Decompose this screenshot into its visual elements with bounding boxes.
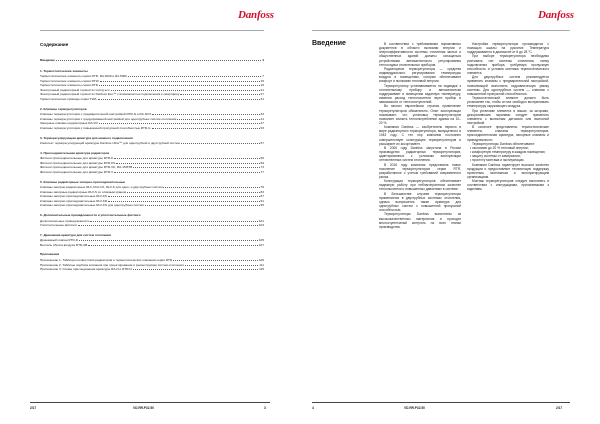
body-paragraph: Компания Danfoss гарантирует высокое качество продукции и предоставляет техническую поддержку проектным, монтажным и эксплуатирующим организациям.: [467, 162, 549, 179]
toc-entry[interactable]: [40, 243, 264, 247]
toc-entry-title: Клапаны терморегуляторов с повышенной пропускной способностью RTR-G: [40, 125, 151, 130]
toc-entry-title: Запорные клапаны радиаторные RA-DV: [40, 121, 98, 126]
toc-entry[interactable]: [40, 238, 264, 242]
toc-entry-title: Клапаны запорно-присоединительные RLV-KD: [40, 198, 108, 203]
toc-entry-title: Клапаны запорно-присоединительные RLV-KS: [40, 194, 107, 199]
toc-entry[interactable]: [40, 83, 264, 87]
toc-entry-title: Приложение 1. Таблица соответствия радиаторов и термостатических клапанов серии RTR: [40, 257, 173, 262]
toc-entry[interactable]: [40, 219, 264, 223]
body-paragraph: В 2006 году Danfoss запустила в России производство радиаторных терморегуляторов, адаптированных к условиям эксплуатации отечественных систем отопления.: [379, 145, 461, 163]
body-paragraph: Монтаж терморегуляторов следует выполнять в соответствии с инструкциями, прилагаемыми к изделиям.: [467, 179, 549, 192]
toc-page-number: 7: [262, 74, 264, 78]
introduction-title: Введение: [312, 40, 346, 47]
toc-section-heading[interactable]: [40, 233, 264, 237]
toc-page-number: 57: [260, 141, 264, 145]
toc-entry-title: Электронный радиаторный термостат Danfoss Eco™ с возможностью подключения к смартфону: [40, 92, 180, 97]
toc-dot-leader: [108, 194, 260, 197]
toc-entry[interactable]: [40, 161, 264, 165]
contents-title: Содержание: [40, 42, 69, 47]
toc-entry-title: 4. Присоединительная арматура радиаторов: [40, 150, 110, 155]
body-paragraph: • простоту монтажа и эксплуатации.: [470, 158, 525, 163]
toc-dot-leader: [114, 170, 259, 173]
toc-entry[interactable]: [40, 97, 264, 101]
toc-entry[interactable]: [40, 203, 264, 207]
toc-dot-leader: [114, 156, 259, 159]
intro-column-1: [379, 42, 461, 229]
body-paragraph: В большинстве случаев терморегуляторы применяются в двухтрубных системах отопления, однако выпускается также арматура для однотрубных систем с повышенной пропускной способностью.: [379, 191, 461, 213]
toc-page-number: 21: [260, 87, 264, 92]
toc-entry[interactable]: [40, 267, 264, 271]
body-paragraph: Терморегуляторы Danfoss выполнены из высококачественных материалов и проходят многоступенчатый контроль на всех этапах производства.: [379, 212, 461, 229]
toc-section-heading[interactable]: [40, 136, 264, 140]
body-paragraph: При выборе терморегулятора необходимо учитывать тип системы отопления, схему подключения прибора, требуемую пропускную способность и условия монтажа термостатического элемента.: [467, 54, 549, 76]
toc-entry[interactable]: [40, 185, 264, 189]
footer-divider: [30, 402, 270, 403]
body-paragraph: Настройка терморегулятора производится с помощью шкалы на рукоятке. Температура поддерживается в диапазоне от 6 до 28 °C.: [467, 42, 549, 55]
toc-entry-title: Термостатические элементы серии RTW: [40, 78, 99, 83]
toc-dot-leader: [145, 203, 260, 206]
toc-entry-title: Приложения: [40, 252, 60, 257]
body-paragraph: В соответствии с требованиями нормативных документов в области экономии энергии и энергоэффективности системы отопления жилых и общественных зданий должны оснащаться устройствами автоматического регулирования теплоотдачи отопительных приборов.: [379, 42, 461, 67]
toc-entry[interactable]: [40, 263, 264, 267]
toc-entry[interactable]: [40, 121, 264, 125]
toc-dot-leader: [180, 92, 259, 95]
toc-section-heading[interactable]: [40, 180, 264, 184]
toc-page-number: 111: [259, 262, 264, 267]
toc-section-heading[interactable]: [40, 151, 264, 155]
footer-page-number: 3: [264, 406, 266, 410]
body-paragraph: В 2016 году компания представила новое поколение терморегуляторов серии RTR, разработанное с учетом требований современного рынка.: [379, 162, 461, 179]
body-paragraph: • защиту системы от замерзания;: [470, 154, 521, 159]
toc-page-number: 103: [258, 223, 264, 228]
toc-dot-leader: [133, 267, 258, 270]
body-paragraph: Радиаторные терморегуляторы — средства индивидуального регулирования температуры воздуха в помещениях, которые обеспечивают комфорт и экономию тепловой энергии.: [379, 66, 461, 84]
toc-entry-title: Фитинги присоединительные для арматуры RTR-K: [40, 156, 114, 161]
body-paragraph: В каталоге представлены термостатические элементы, клапаны терморегуляторов, присоединительная арматура, запорные клапаны и принадлежности.: [467, 125, 549, 142]
toc-page-number: 65: [260, 156, 264, 161]
toc-dot-leader: [173, 258, 258, 261]
toc-page-number: 15: [260, 78, 264, 83]
body-paragraph: Во многих европейских странах применение терморегуляторов обязательно. Опыт эксплуатации показывает, что установка терморегуляторов позволяет снизить теплопотребление здания на 10–20 %.: [379, 104, 461, 125]
toc-entry-title: Клапаны запорно-радиаторные RLV, RLV-CX, RLV-K для одно- и двухтрубных систем: [40, 185, 163, 189]
toc-dot-leader: [98, 97, 260, 100]
footer-doc-code: VD.RR.P32.50: [404, 406, 425, 410]
toc-page-number: 47: [260, 121, 264, 126]
toc-dot-leader: [56, 58, 261, 61]
toc-section-heading[interactable]: [40, 69, 264, 73]
toc-page-number: 95: [260, 203, 264, 208]
toc-dot-leader: [108, 199, 259, 202]
body-paragraph: Для двухтрубных систем рекомендуется применять клапаны с предварительной настройкой, позволяющей выполнить гидравлическую увязку системы. Для однотрубных систем — клапаны с повышенной пропускной способностью.: [467, 75, 549, 96]
toc-entry-title: Комплект терморегулирующей арматуры Danfoss Ultra™ для однотрубной и двухтрубной систем: [40, 141, 180, 145]
footer-date: 2/17: [30, 406, 37, 410]
footer-date: 2/17: [556, 406, 563, 410]
toc-page-number: 91: [260, 198, 264, 203]
toc-entry-title: Фитинги присоединительные для арматуры RTR-KS: [40, 160, 116, 165]
toc-entry-title: 5. Клапаны радиаторные запорно-присоединительные: [40, 179, 126, 184]
toc-entry[interactable]: [40, 190, 264, 194]
toc-entry-title: 7. Дренажная арматура для систем отопления: [40, 232, 112, 237]
body-paragraph: Терморегуляторы Danfoss обеспечивают:: [472, 141, 535, 146]
intro-column-2: [467, 42, 549, 192]
toc-entry-title: Приложение 2. Таблицы подбора клапанов при проектировании и реконструкции систем отопления: [40, 262, 184, 267]
toc-entry[interactable]: [40, 92, 264, 96]
toc-entry[interactable]: [40, 112, 264, 116]
toc-page-number: 83: [260, 189, 264, 194]
toc-entry-title: Дренажный клапан RTD-D: [40, 238, 78, 243]
body-paragraph: Терморегулятор устанавливается на подводке к отопительному прибору и автоматически поддерживает в помещении заданную температуру, изменяя расход теплоносителя через прибор в зависимости от теплопоступлений.: [379, 83, 461, 105]
toc-page-number: 79: [260, 185, 264, 189]
toc-dot-leader: [185, 263, 259, 266]
toc-entry-title: 2. Клапаны терморегуляторов: [40, 106, 87, 111]
toc-page-number: 33: [260, 112, 264, 117]
toc-entry-title: Фитинги присоединительные для арматуры RTR-VK, RA-15/6TB: [40, 165, 133, 170]
toc-page-number: 87: [260, 194, 264, 199]
toc-entry[interactable]: [40, 199, 264, 203]
toc-dot-leader: [99, 83, 260, 86]
toc-entry-title: Электронный радиаторный термостат Living eco: [40, 87, 110, 92]
toc-entry-title: Термостатические элементы серии RTR, RA 2000 и RA 5000: [40, 74, 127, 78]
toc-dot-leader: [181, 141, 260, 144]
toc-entry-title: 1. Термостатические элементы: [40, 68, 88, 73]
toc-entry[interactable]: [40, 88, 264, 92]
toc-dot-leader: [78, 223, 258, 226]
body-paragraph: При установке элемента в нишах, за шторами, декоративными экранами следует применять элементы с выносным датчиком или выносной настройкой.: [467, 108, 549, 125]
toc-dot-leader: [152, 112, 259, 115]
toc-dot-leader: [88, 243, 257, 246]
toc-entry-title: Введение: [40, 58, 55, 62]
toc-page-number: 115: [259, 267, 264, 272]
toc-entry-title: Клапаны запорно-присоединительные RLV-KS для однотрубных систем: [40, 203, 144, 208]
toc-dot-leader: [111, 88, 260, 91]
toc-page-number: 105: [258, 238, 264, 243]
toc-entry-title: Термостатические элементы серии RTD: [40, 83, 98, 88]
toc-entry[interactable]: [40, 165, 264, 169]
header-divider: [40, 30, 264, 31]
toc-entry-title: Фитинги присоединительные для арматуры RTR-V: [40, 169, 114, 174]
toc-entry-title: Клапаны терморегуляторов с предварительной настройкой RTR-N и RA-NCX: [40, 112, 152, 117]
body-paragraph: Термостатический элемент должен быть установлен так, чтобы он мог свободно воспринимать температуру окружающего воздуха.: [467, 96, 549, 109]
toc-dot-leader: [152, 126, 260, 129]
toc-page-number: 77: [260, 169, 264, 174]
toc-entry[interactable]: [40, 126, 264, 130]
body-paragraph: Конструкция терморегуляторов обеспечивает надежную работу при неблагоприятном качестве теплоносителя и повышенных давлениях в системе.: [379, 179, 461, 192]
toc-entry[interactable]: [40, 194, 264, 198]
toc-section-heading[interactable]: [40, 213, 264, 217]
toc-entry-title: Клапаны терморегуляторов с градуированной настройкой для однотрубных систем отопления: [40, 116, 177, 121]
toc-page-number: 73: [260, 165, 264, 170]
toc-page-number: 69: [260, 160, 264, 165]
toc-entry[interactable]: [40, 223, 264, 227]
toc-dot-leader: [163, 185, 259, 188]
toc-entry[interactable]: [40, 141, 264, 145]
danfoss-logo: Danfoss: [538, 9, 574, 21]
toc-dot-leader: [99, 121, 260, 124]
toc-entry-title: Дополнительные принадлежности: [40, 218, 90, 223]
toc-entry[interactable]: [40, 74, 264, 78]
footer-doc-code: VD.RR.P32.50: [133, 406, 154, 410]
toc-entry-title: Клапаны запорные радиаторные RLV-S со сливным краном: [40, 189, 126, 194]
toc-dot-leader: [133, 165, 259, 168]
toc-page-number: 107: [258, 242, 264, 247]
toc-entry-title: Приложение 3. Схемы присоединения арматуры RA-N и RTR-N: [40, 267, 132, 272]
toc-dot-leader: [116, 161, 259, 164]
toc-page-number: 53: [260, 125, 264, 130]
toc-entry-title: Уплотнительные фитинги: [40, 223, 77, 228]
toc-entry-title: 3. Терморегулирующая арматура для нижнего подключения: [40, 135, 133, 140]
toc-section-heading[interactable]: [40, 252, 264, 256]
toc-entry[interactable]: [40, 258, 264, 262]
toc-entry-title: Термостатические приводы серии TWA: [40, 97, 97, 101]
header-divider: [312, 30, 570, 31]
toc-entry-title: Вентиль сброса воздуха RTD-AB: [40, 242, 88, 247]
toc-dot-leader: [128, 74, 261, 77]
footer-page-number: 4: [312, 406, 314, 410]
body-paragraph: • комфортную температуру в каждом помещении;: [470, 150, 546, 155]
toc-page-number: 109: [258, 257, 264, 262]
toc-dot-leader: [79, 238, 258, 241]
toc-page-number: 31: [260, 97, 264, 101]
toc-entry[interactable]: [40, 156, 264, 160]
toc-dot-leader: [177, 117, 259, 120]
toc-entry[interactable]: [40, 170, 264, 174]
toc-entry-title: 6. Дополнительные принадлежности и уплотнительные фитинги: [40, 213, 141, 217]
toc-dot-leader: [90, 219, 257, 222]
toc-section-heading[interactable]: [40, 107, 264, 111]
toc-page-number: 19: [260, 83, 264, 88]
toc-page-number: 4: [262, 58, 264, 62]
toc-page-number: 27: [260, 92, 264, 97]
toc-entry[interactable]: [40, 79, 264, 83]
toc-section-heading[interactable]: [40, 58, 264, 62]
body-paragraph: • экономию до 20 % тепловой энергии;: [470, 145, 529, 150]
danfoss-logo: Danfoss: [238, 9, 274, 21]
toc-page-number: 41: [260, 116, 264, 121]
toc-dot-leader: [100, 79, 260, 82]
body-paragraph: Компания Danfoss — изобретатель первого в мире радиаторного терморегулятора, выпущенного в 1943 году. С тех пор компания постоянно совершенствует конструкцию терморегуляторов и расширяет их ассортимент.: [379, 125, 461, 146]
toc-page-number: 101: [258, 218, 264, 223]
toc-entry[interactable]: [40, 117, 264, 121]
footer-divider: [312, 402, 570, 403]
toc-dot-leader: [127, 190, 260, 193]
